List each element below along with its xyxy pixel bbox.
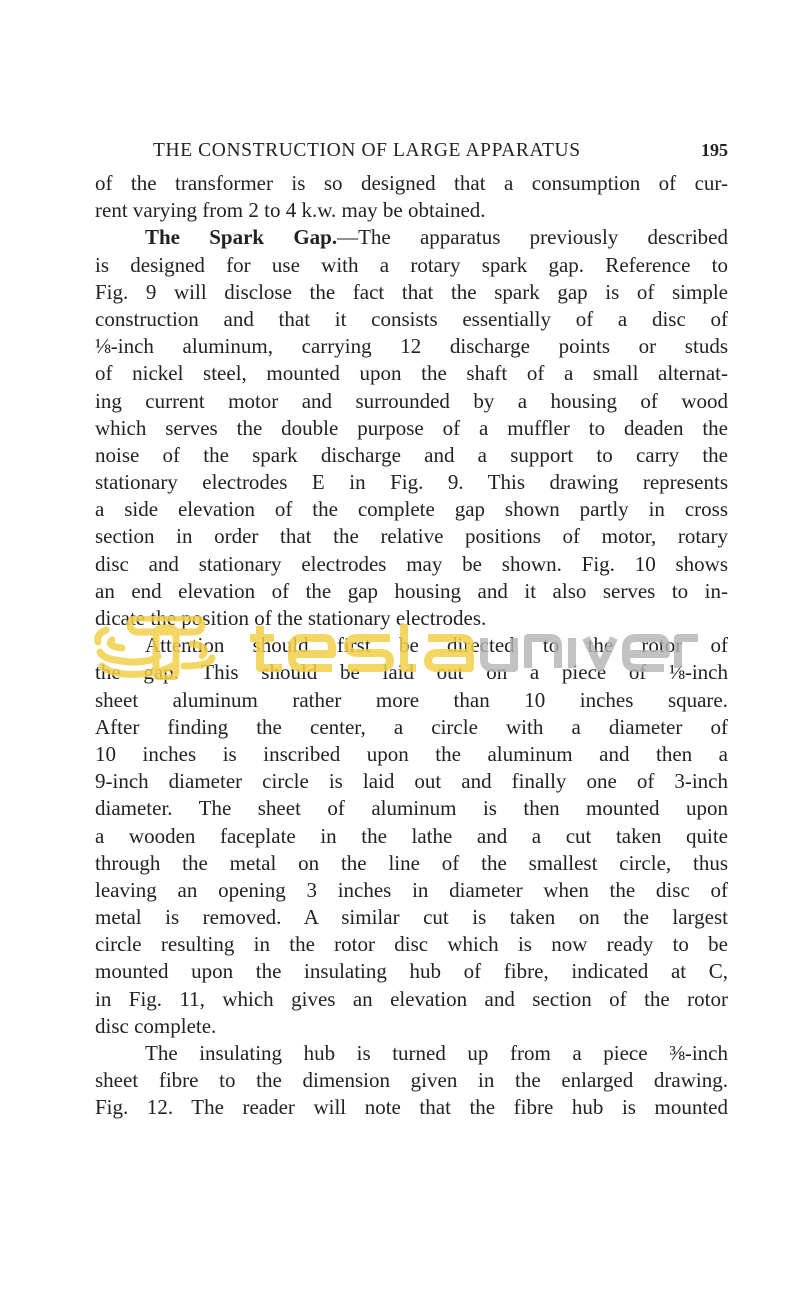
line-text: dicate the position of the stationary electrodes. [95,606,487,630]
line-text: of the transformer is so designed that a consumption of cur- [95,171,728,195]
running-header [153,140,728,170]
line-text: disc complete. [95,1013,217,1038]
text-line [95,279,728,306]
line-text: stationary electrodes E in Fig. 9. This drawing represents [95,470,728,495]
line-text: 9-inch diameter circle is laid out and finally one of 3-inch [95,769,728,794]
text-line [95,741,728,768]
line-text: mounted upon the insulating hub of fibre, indicated at C, [95,959,728,984]
line-text: Fig. 9 will disclose the fact that the spark gap is of simple [95,279,728,304]
text-line [95,469,728,496]
text-line [95,1094,728,1121]
line-text: diameter. The sheet of aluminum is then mounted upon [95,796,728,821]
line-text: a side elevation of the complete gap shown partly in cross [95,497,728,522]
line-text: leaving an opening 3 inches in diameter when the disc of [95,877,728,902]
text-line [95,605,728,632]
text-line [95,496,728,523]
line-text: is designed for use with a rotary spark gap. Reference to [95,252,728,277]
line-text: rent varying from 2 to 4 k.w. may be obtained. [95,198,486,223]
text-line [95,551,728,578]
text-line [95,252,728,279]
text-line [95,823,728,850]
running-title: THE CONSTRUCTION OF LARGE APPARATUS [153,140,581,161]
text-line [95,388,728,415]
line-text: of nickel steel, mounted upon the shaft of a small alternat- [95,361,728,386]
text-line [95,197,728,224]
text-line [95,632,728,659]
page-number: 195 [701,140,728,160]
text-line [95,1013,728,1040]
line-text: a wooden faceplate in the lathe and a cut taken quite [95,823,728,848]
text-line [95,659,728,686]
line-text: ⅛-inch aluminum, carrying 12 discharge points or studs [95,334,728,359]
text-line [95,1040,728,1067]
line-text: The insulating hub is turned up from a piece ⅜-inch [145,1041,728,1065]
text-line [95,224,728,251]
line-text: construction and that it consists essentially of a disc of [95,306,728,331]
text-line [95,333,728,360]
text-line [95,850,728,877]
text-line [95,904,728,931]
line-text: the gap. This should be laid out on a piece of ⅛-inch [95,660,728,685]
line-text: circle resulting in the rotor disc which is now ready to be [95,932,728,957]
line-text: which serves the double purpose of a muffler to deaden the [95,415,728,440]
line-text: Attention should first be directed to the rotor of [145,633,728,658]
line-text: 10 inches is inscribed upon the aluminum and then a [95,741,728,766]
line-text: Fig. 12. The reader will note that the fibre hub is mounted [95,1095,728,1120]
line-text: disc and stationary electrodes may be shown. Fig. 10 shows [95,551,728,576]
text-line [95,931,728,958]
text-line [95,360,728,387]
text-line [95,578,728,605]
body-text [95,170,728,1122]
line-text: sheet fibre to the dimension given in the enlarged drawing. [95,1068,728,1093]
text-line [95,768,728,795]
text-line [95,523,728,550]
line-text: sheet aluminum rather more than 10 inches square. [95,687,728,712]
text-line [95,415,728,442]
text-line [95,442,728,469]
text-line [95,687,728,714]
text-line [95,714,728,741]
line-text: section in order that the relative positions of motor, rotary [95,524,728,549]
line-text: in Fig. 11, which gives an elevation and section of the rotor [95,986,728,1011]
text-line [95,958,728,985]
book-page [95,140,728,1122]
line-text: —The apparatus previously described [337,225,728,250]
text-line [95,306,728,333]
text-line [95,1067,728,1094]
text-line [95,795,728,822]
line-text: through the metal on the line of the smallest circle, thus [95,850,728,875]
line-text: After finding the center, a circle with a diameter of [95,714,728,739]
line-text: ing current motor and surrounded by a housing of wood [95,388,728,413]
line-text: noise of the spark discharge and a support to carry the [95,442,728,467]
text-line [95,986,728,1013]
text-line [95,170,728,197]
line-text: metal is removed. A similar cut is taken on the largest [95,905,728,930]
section-runin-heading: The Spark Gap. [145,225,338,250]
line-text: an end elevation of the gap housing and it also serves to in- [95,578,728,603]
text-line [95,877,728,904]
